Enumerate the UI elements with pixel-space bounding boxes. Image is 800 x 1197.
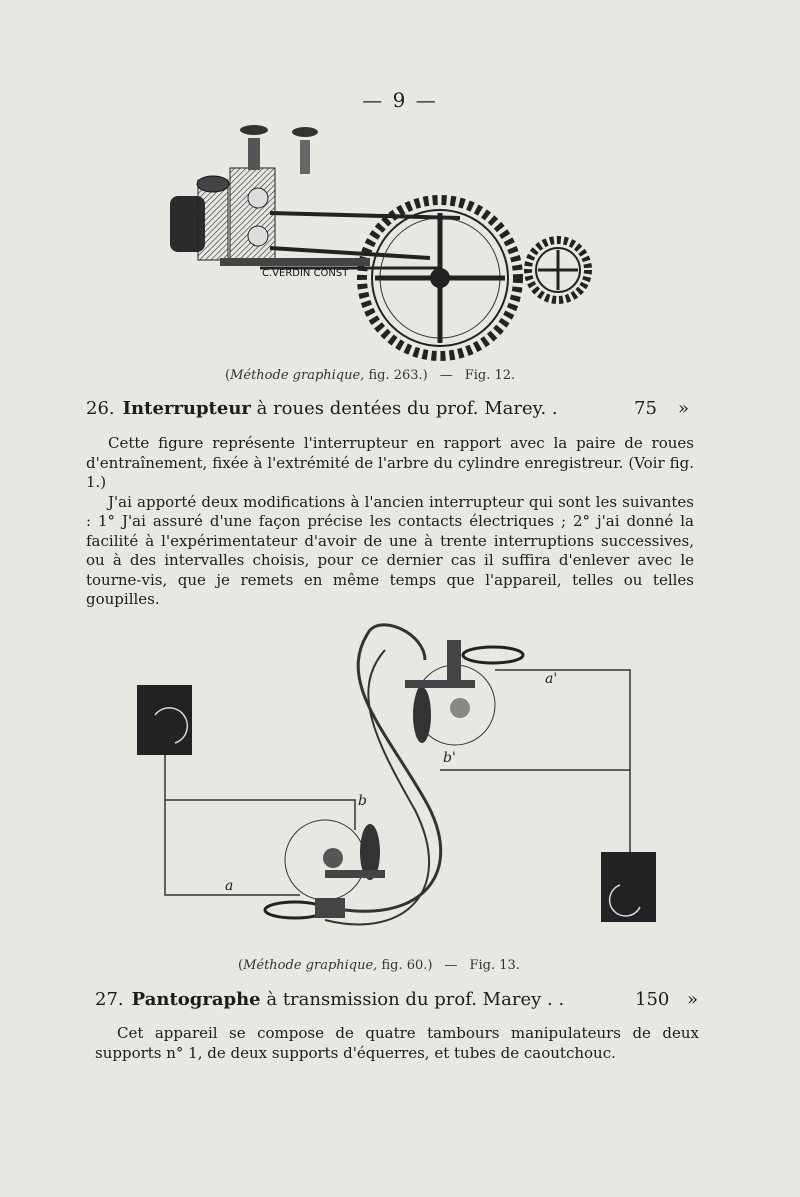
- paragraph: Cet appareil se compose de quatre tambours manipulateurs de deux supports n° 1, de deux supports d'équerres, et tubes de caoutchouc.: [95, 1024, 699, 1062]
- entry-price-mark: »: [687, 989, 699, 1010]
- entry-price-mark: »: [678, 398, 690, 419]
- page-number: — 9 —: [362, 88, 438, 112]
- entry-price: 150: [635, 989, 670, 1010]
- paragraph: J'ai apporté deux modifications à l'ancien interrupteur qui sont les suivantes : 1° J'ai assuré d'une façon précise les contacts électriques ; 2° j'ai donné la facilité à l'expérimentateur d'avoir de une à trente interruptions successives, ou à des intervalles choisis, pour ce dernier cas il suffira d'enlever avec le tourne-vis, que je remets en même temps que l'appareil, telles ou telles goupilles.: [86, 492, 694, 608]
- figure-13-caption: (Méthode graphique, fig. 60.) — Fig. 13.: [238, 958, 520, 973]
- entry-title-bold: Interrupteur: [122, 398, 251, 419]
- figure-12-caption: (Méthode graphique, fig. 263.) — Fig. 12.: [225, 368, 516, 383]
- catalog-entry-26: [86, 398, 696, 419]
- entry-price: 75: [634, 398, 657, 419]
- entry-number: 27.: [95, 989, 124, 1010]
- paragraph: Cette figure représente l'interrupteur en rapport avec la paire de roues d'entraînement, fixée à l'extrémité de l'arbre du cylindre enregistreur. (Voir fig. 1.): [86, 434, 694, 491]
- figure-12-illustration: [160, 118, 600, 368]
- label-b-prime: b': [443, 750, 456, 766]
- caption-figure-number: Fig. 12.: [464, 368, 516, 383]
- figure-13-illustration: [125, 620, 665, 955]
- caption-source: Méthode graphique,: [243, 958, 378, 973]
- entry-27-description: [95, 1024, 699, 1063]
- caption-ref: fig. 263.): [368, 368, 428, 383]
- caption-ref: fig. 60.): [381, 958, 433, 973]
- maker-label: C.VERDIN CONST: [262, 268, 349, 279]
- entry-title-bold: Pantographe: [131, 989, 261, 1010]
- entry-number: 26.: [86, 398, 115, 419]
- catalog-entry-27: [95, 989, 700, 1010]
- entry-title: à roues dentées du prof. Marey. .: [256, 398, 558, 419]
- label-a: a: [225, 878, 234, 894]
- caption-source: Méthode graphique,: [230, 368, 365, 383]
- label-b: b: [358, 793, 367, 809]
- label-a-prime: a': [545, 671, 558, 687]
- entry-26-description: [86, 434, 694, 610]
- entry-title: à transmission du prof. Marey . .: [266, 989, 565, 1010]
- caption-figure-number: Fig. 13.: [469, 958, 520, 973]
